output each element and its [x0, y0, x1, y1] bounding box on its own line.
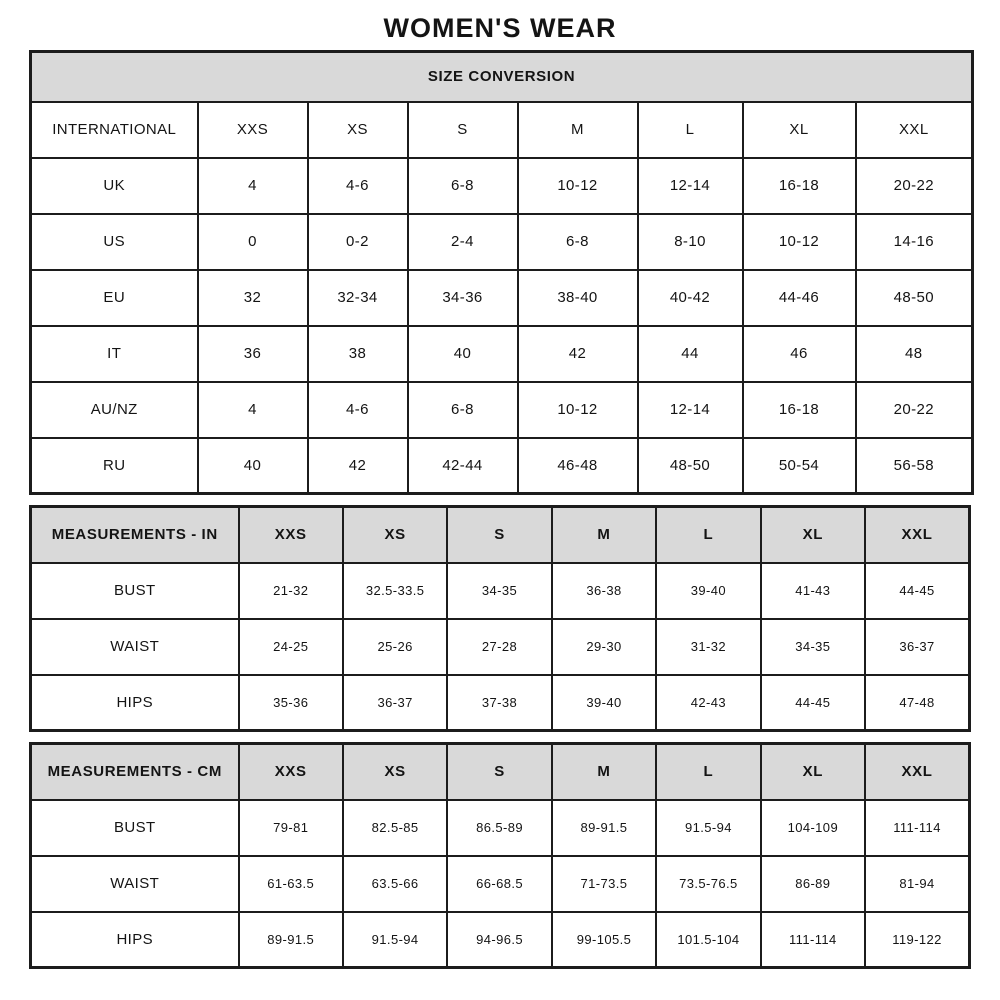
value-cell: 42-43 — [656, 675, 760, 731]
value-cell: 46 — [743, 326, 856, 382]
value-cell: 4 — [198, 158, 308, 214]
value-cell: 16-18 — [743, 158, 856, 214]
value-cell: 12-14 — [638, 158, 743, 214]
header-size: XS — [308, 102, 408, 158]
value-cell: 61-63.5 — [239, 856, 343, 912]
value-cell: 94-96.5 — [447, 912, 551, 968]
header-international: INTERNATIONAL — [31, 102, 198, 158]
table-row — [31, 214, 973, 270]
header-size: L — [656, 507, 760, 563]
value-cell: 10-12 — [518, 158, 638, 214]
value-cell: 34-36 — [408, 270, 518, 326]
value-cell: 119-122 — [865, 912, 969, 968]
header-row — [31, 507, 970, 563]
row-label: UK — [31, 158, 198, 214]
value-cell: 39-40 — [656, 563, 760, 619]
value-cell: 36-37 — [343, 675, 447, 731]
section-title-row — [31, 52, 973, 102]
value-cell: 46-48 — [518, 438, 638, 494]
value-cell: 32 — [198, 270, 308, 326]
value-cell: 37-38 — [447, 675, 551, 731]
value-cell: 44-45 — [761, 675, 865, 731]
value-cell: 86-89 — [761, 856, 865, 912]
table-row — [31, 856, 970, 912]
row-label: BUST — [31, 800, 239, 856]
table-row — [31, 912, 970, 968]
row-label: WAIST — [31, 856, 239, 912]
value-cell: 16-18 — [743, 382, 856, 438]
value-cell: 29-30 — [552, 619, 656, 675]
row-label: HIPS — [31, 675, 239, 731]
header-size: XL — [761, 744, 865, 800]
value-cell: 39-40 — [552, 675, 656, 731]
value-cell: 56-58 — [856, 438, 973, 494]
table-row — [31, 382, 973, 438]
header-size: XXL — [865, 507, 969, 563]
header-size: XS — [343, 744, 447, 800]
value-cell: 32.5-33.5 — [343, 563, 447, 619]
value-cell: 63.5-66 — [343, 856, 447, 912]
value-cell: 47-48 — [865, 675, 969, 731]
measurements-cm-table — [29, 742, 971, 969]
table-row — [31, 563, 970, 619]
header-size: XXL — [865, 744, 969, 800]
value-cell: 38-40 — [518, 270, 638, 326]
value-cell: 42 — [308, 438, 408, 494]
header-size: XS — [343, 507, 447, 563]
value-cell: 0 — [198, 214, 308, 270]
table-row — [31, 158, 973, 214]
value-cell: 41-43 — [761, 563, 865, 619]
value-cell: 34-35 — [447, 563, 551, 619]
value-cell: 79-81 — [239, 800, 343, 856]
page-title: WOMEN'S WEAR — [383, 13, 617, 43]
value-cell: 40-42 — [638, 270, 743, 326]
value-cell: 99-105.5 — [552, 912, 656, 968]
value-cell: 6-8 — [518, 214, 638, 270]
header-size: XXS — [198, 102, 308, 158]
value-cell: 48-50 — [856, 270, 973, 326]
header-size: XXL — [856, 102, 973, 158]
header-size: L — [638, 102, 743, 158]
value-cell: 31-32 — [656, 619, 760, 675]
value-cell: 89-91.5 — [239, 912, 343, 968]
header-row — [31, 744, 970, 800]
header-size: S — [447, 507, 551, 563]
value-cell: 89-91.5 — [552, 800, 656, 856]
row-label: US — [31, 214, 198, 270]
row-label: IT — [31, 326, 198, 382]
value-cell: 71-73.5 — [552, 856, 656, 912]
value-cell: 0-2 — [308, 214, 408, 270]
value-cell: 50-54 — [743, 438, 856, 494]
table-row — [31, 326, 973, 382]
value-cell: 4-6 — [308, 158, 408, 214]
value-cell: 104-109 — [761, 800, 865, 856]
header-size: M — [552, 507, 656, 563]
value-cell: 4-6 — [308, 382, 408, 438]
value-cell: 34-35 — [761, 619, 865, 675]
value-cell: 42 — [518, 326, 638, 382]
section-title: MEASUREMENTS - IN — [31, 507, 239, 563]
table-row — [31, 270, 973, 326]
value-cell: 6-8 — [408, 158, 518, 214]
value-cell: 111-114 — [865, 800, 969, 856]
value-cell: 86.5-89 — [447, 800, 551, 856]
row-label: AU/NZ — [31, 382, 198, 438]
value-cell: 81-94 — [865, 856, 969, 912]
value-cell: 25-26 — [343, 619, 447, 675]
row-label: RU — [31, 438, 198, 494]
row-label: WAIST — [31, 619, 239, 675]
value-cell: 12-14 — [638, 382, 743, 438]
value-cell: 27-28 — [447, 619, 551, 675]
value-cell: 10-12 — [743, 214, 856, 270]
value-cell: 36-38 — [552, 563, 656, 619]
value-cell: 44-45 — [865, 563, 969, 619]
section-title: MEASUREMENTS - CM — [31, 744, 239, 800]
header-size: M — [518, 102, 638, 158]
value-cell: 20-22 — [856, 158, 973, 214]
value-cell: 40 — [408, 326, 518, 382]
value-cell: 101.5-104 — [656, 912, 760, 968]
header-size: S — [447, 744, 551, 800]
value-cell: 38 — [308, 326, 408, 382]
table-row — [31, 619, 970, 675]
header-row — [31, 102, 973, 158]
value-cell: 20-22 — [856, 382, 973, 438]
header-size: XL — [761, 507, 865, 563]
row-label: EU — [31, 270, 198, 326]
value-cell: 35-36 — [239, 675, 343, 731]
header-size: M — [552, 744, 656, 800]
value-cell: 21-32 — [239, 563, 343, 619]
value-cell: 32-34 — [308, 270, 408, 326]
value-cell: 36 — [198, 326, 308, 382]
value-cell: 42-44 — [408, 438, 518, 494]
value-cell: 48 — [856, 326, 973, 382]
table-row — [31, 438, 973, 494]
value-cell: 111-114 — [761, 912, 865, 968]
header-size: XXS — [239, 744, 343, 800]
value-cell: 82.5-85 — [343, 800, 447, 856]
value-cell: 91.5-94 — [343, 912, 447, 968]
header-size: XXS — [239, 507, 343, 563]
value-cell: 14-16 — [856, 214, 973, 270]
value-cell: 36-37 — [865, 619, 969, 675]
value-cell: 4 — [198, 382, 308, 438]
section-title: SIZE CONVERSION — [31, 52, 973, 102]
size-conversion-table — [29, 50, 974, 495]
value-cell: 2-4 — [408, 214, 518, 270]
table-row — [31, 675, 970, 731]
value-cell: 44-46 — [743, 270, 856, 326]
value-cell: 6-8 — [408, 382, 518, 438]
header-size: XL — [743, 102, 856, 158]
value-cell: 44 — [638, 326, 743, 382]
row-label: BUST — [31, 563, 239, 619]
value-cell: 24-25 — [239, 619, 343, 675]
row-label: HIPS — [31, 912, 239, 968]
value-cell: 40 — [198, 438, 308, 494]
value-cell: 8-10 — [638, 214, 743, 270]
value-cell: 73.5-76.5 — [656, 856, 760, 912]
header-size: S — [408, 102, 518, 158]
value-cell: 48-50 — [638, 438, 743, 494]
value-cell: 91.5-94 — [656, 800, 760, 856]
header-size: L — [656, 744, 760, 800]
table-row — [31, 800, 970, 856]
value-cell: 10-12 — [518, 382, 638, 438]
value-cell: 66-68.5 — [447, 856, 551, 912]
measurements-in-table — [29, 505, 971, 732]
